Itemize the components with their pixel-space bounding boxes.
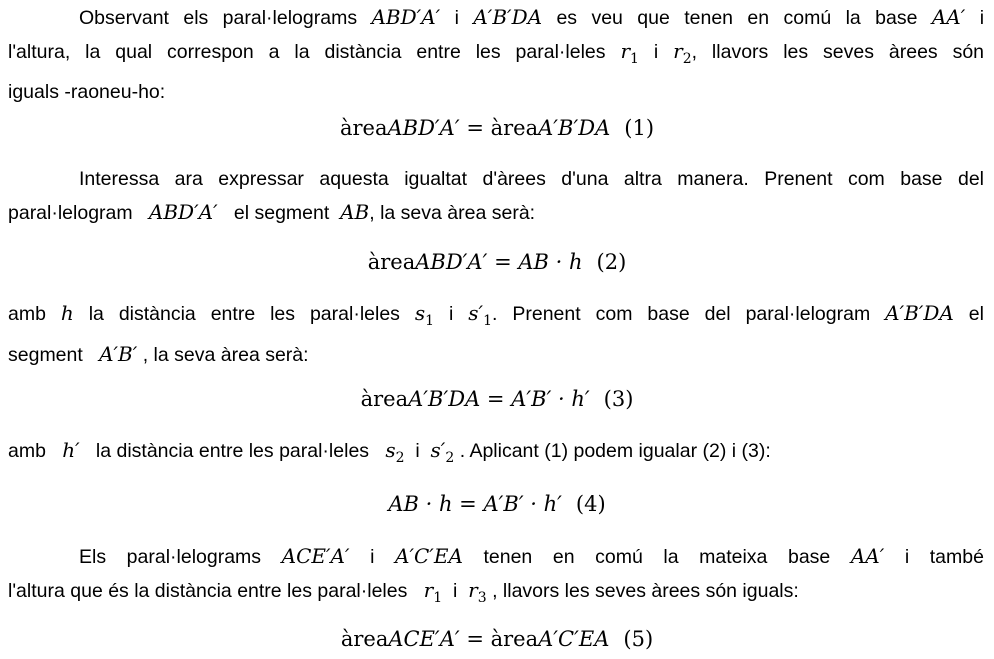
paragraph-4-line-1 <box>8 434 984 475</box>
text-span: i <box>452 580 458 602</box>
math-expression: A′B′DA <box>885 301 954 325</box>
math-expression: A′C′EA <box>395 544 463 568</box>
math-expression: $s'_1$ <box>468 301 493 329</box>
math-expression: AA′ <box>850 544 885 568</box>
paragraph-3-line-2 <box>8 338 984 372</box>
text-span: tenen en comú la mateixa base <box>483 546 831 568</box>
text-span: i <box>415 440 420 462</box>
math-expression: ABD′A′ <box>371 5 441 29</box>
text-span: , llavors les seves àrees són <box>691 41 985 63</box>
text-span: el segment <box>233 202 330 224</box>
math-expression: AA′ <box>931 5 966 29</box>
text-span: , la seva àrea serà: <box>142 344 309 366</box>
math-expression: $r_3$ <box>468 578 487 606</box>
math-expression: h′ <box>62 438 80 462</box>
math-expression: A′B′DA <box>473 5 543 29</box>
paragraph-1-line-2 <box>8 35 984 76</box>
equation-5: àreaACE′A′ = àreaA′C′EA (5) <box>340 627 654 651</box>
text-span: la distància entre les paral·leles <box>95 440 370 462</box>
math-expression: $s_1$ <box>414 301 435 329</box>
text-span: Interessa ara expressar aquesta igualtat d'àrees d'una altra manera. Prenent com base del <box>79 168 984 190</box>
equation-4: AB · h = A′B′ · h′ (4) <box>388 492 606 516</box>
math-expression: $r_1$ <box>423 578 443 606</box>
text-span: amb <box>8 440 46 462</box>
text-span: , la seva àrea serà: <box>369 202 536 224</box>
math-expression: $s_2$ <box>385 438 405 466</box>
text-span: i <box>370 546 375 568</box>
paragraph-2 <box>8 163 984 230</box>
text-span: i <box>454 7 459 29</box>
math-expression: $s'_2$ <box>430 438 455 466</box>
math-expression: ABD′A′ <box>148 200 218 224</box>
text-span: la distància entre les paral·leles <box>88 303 400 325</box>
paragraph-2-line-1 <box>8 163 984 196</box>
text-span: l'altura que és la distància entre les paral·leles <box>8 580 408 602</box>
paragraph-5-line-1 <box>8 540 984 574</box>
paragraph-5 <box>8 540 984 615</box>
math-expression: ACE′A′ <box>281 544 350 568</box>
text-span: i també <box>904 546 984 568</box>
text-span: paral·lelogram <box>8 202 133 224</box>
paragraph-2-line-2 <box>8 196 984 230</box>
paragraph-3 <box>8 297 984 372</box>
paragraph-5-line-2 <box>8 574 984 615</box>
math-expression: $r_2$ <box>673 39 692 67</box>
text-span: . Prenent com base del paral·lelogram <box>492 303 871 325</box>
equation-3: àreaA′B′DA = A′B′ · h′ (3) <box>360 387 634 411</box>
math-expression: AB <box>340 200 370 224</box>
text-span: l'altura, la qual correspon a la distància entre les paral·leles <box>8 41 606 63</box>
text-span: amb <box>8 303 46 325</box>
text-span: . Aplicant (1) podem igualar (2) i (3): <box>459 440 771 462</box>
math-expression: h <box>60 301 74 325</box>
paragraph-1-line-1 <box>8 1 984 35</box>
paragraph-4 <box>8 434 984 475</box>
text-span: es veu que tenen en comú la base <box>556 7 918 29</box>
text-span: el <box>968 303 984 325</box>
text-span: , llavors les seves àrees són iguals: <box>492 580 799 602</box>
text-span: segment <box>8 344 83 366</box>
paragraph-1 <box>8 1 984 109</box>
math-expression: A′B′ <box>99 342 138 366</box>
paragraph-3-line-1 <box>8 297 984 338</box>
text-span: i <box>979 7 985 29</box>
equation-1: àreaABD′A′ = àreaA′B′DA (1) <box>339 116 655 140</box>
text-span: i <box>653 41 659 63</box>
text-span: Els paral·lelograms <box>79 546 262 568</box>
equation-2: àreaABD′A′ = AB · h (2) <box>367 250 627 274</box>
text-span: Observant els paral·lelograms <box>79 7 358 29</box>
paragraph-1-line-3: iguals -raoneu-ho: <box>8 81 166 103</box>
text-span: i <box>449 303 454 325</box>
math-expression: $r_1$ <box>620 39 639 67</box>
